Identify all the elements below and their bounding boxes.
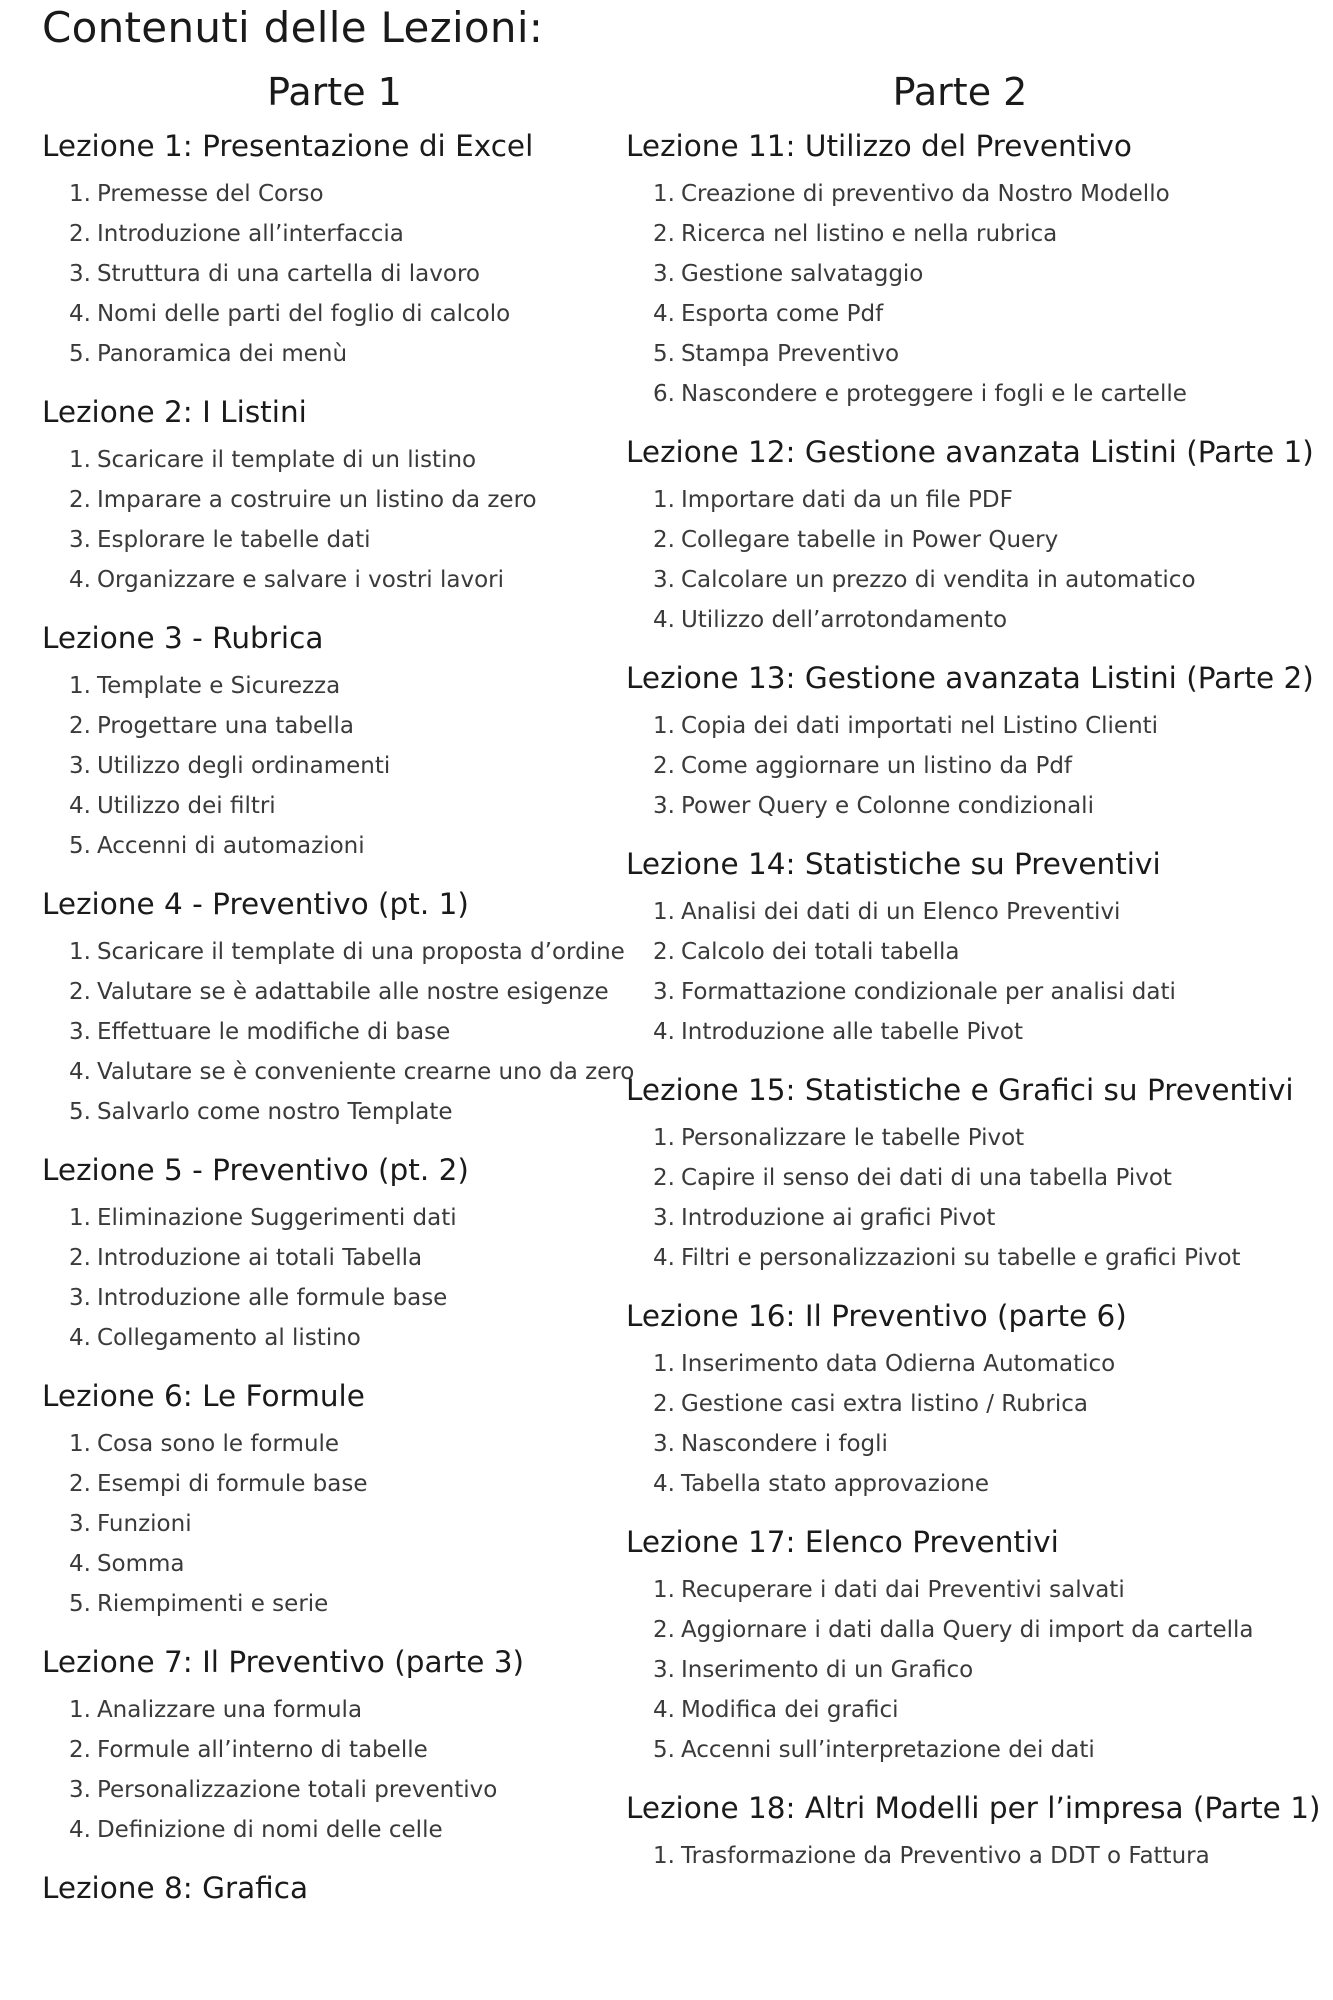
- list-item: [626, 892, 1306, 932]
- list-item-number: 5.: [69, 1099, 91, 1125]
- list-item-number: 3.: [69, 527, 91, 553]
- lesson-section: [42, 1376, 627, 1624]
- lesson-title: Lezione 6: Le Formule: [42, 1379, 365, 1413]
- list-item-number: 2.: [69, 1471, 91, 1497]
- list-item: [42, 214, 627, 254]
- list-item-number: 2.: [69, 713, 91, 739]
- list-item-text: Nascondere e proteggere i fogli e le cartelle: [680, 381, 1187, 407]
- list-item: [626, 1424, 1306, 1464]
- list-item-number: 1.: [653, 713, 675, 739]
- list-item-text: Tabella stato approvazione: [680, 1471, 990, 1497]
- list-item-number: 2.: [653, 1165, 675, 1191]
- list-item-number: 3.: [69, 1777, 91, 1803]
- list-item: [626, 480, 1306, 520]
- list-item: [42, 1544, 627, 1584]
- list-item-text: Formule all’interno di tabelle: [96, 1737, 428, 1763]
- list-item: [626, 214, 1306, 254]
- list-item-number: 2.: [653, 1617, 675, 1643]
- list-item: [42, 334, 627, 374]
- list-item-number: 1.: [653, 1125, 675, 1151]
- list-item-number: 4.: [69, 567, 91, 593]
- list-item-text: Power Query e Colonne condizionali: [680, 793, 1094, 819]
- list-item: [626, 1690, 1306, 1730]
- list-item: [626, 1464, 1306, 1504]
- lesson-topics: [626, 706, 1306, 826]
- lesson-topics: [626, 1836, 1306, 1876]
- list-item-text: Riempimenti e serie: [96, 1591, 329, 1617]
- list-item-text: Analisi dei dati di un Elenco Preventivi: [680, 899, 1121, 925]
- list-item-number: 3.: [69, 261, 91, 287]
- list-item: [42, 1424, 627, 1464]
- list-item: [42, 1318, 627, 1358]
- list-item-text: Calcolo dei totali tabella: [680, 939, 960, 965]
- lesson-topics: [42, 666, 627, 866]
- list-item: [626, 1158, 1306, 1198]
- list-item-text: Organizzare e salvare i vostri lavori: [96, 567, 505, 593]
- list-item: [626, 1344, 1306, 1384]
- list-item-text: Personalizzare le tabelle Pivot: [680, 1125, 1025, 1151]
- list-item-text: Trasformazione da Preventivo a DDT o Fattura: [680, 1843, 1210, 1869]
- column-parte-2: [626, 68, 1321, 1894]
- list-item: [42, 746, 627, 786]
- list-item: [626, 1384, 1306, 1424]
- list-item: [626, 174, 1306, 214]
- list-item: [626, 560, 1306, 600]
- list-item-number: 1.: [69, 1205, 91, 1231]
- list-item-number: 2.: [653, 939, 675, 965]
- list-item: [626, 1012, 1306, 1052]
- list-item-number: 1.: [69, 181, 91, 207]
- lesson-topics: [42, 1424, 627, 1624]
- list-item: [626, 786, 1306, 826]
- lesson-topics: [42, 932, 635, 1132]
- list-item-text: Esporta come Pdf: [680, 301, 884, 327]
- list-item-number: 2.: [69, 221, 91, 247]
- list-item-text: Valutare se è conveniente crearne uno da zero: [96, 1059, 635, 1085]
- lesson-title: Lezione 14: Statistiche su Preventivi: [626, 847, 1161, 881]
- list-item-text: Ricerca nel listino e nella rubrica: [680, 221, 1058, 247]
- list-item-number: 5.: [653, 341, 675, 367]
- lesson-section: [626, 1296, 1306, 1504]
- lesson-section: [42, 618, 627, 866]
- list-item-number: 1.: [69, 673, 91, 699]
- lesson-section: [626, 1070, 1306, 1278]
- list-item-number: 2.: [653, 527, 675, 553]
- list-item-text: Inserimento di un Grafico: [680, 1657, 974, 1683]
- list-item: [626, 932, 1306, 972]
- list-item-text: Scaricare il template di una proposta d’ordine: [96, 939, 625, 965]
- lesson-section: [42, 1150, 627, 1358]
- list-item-text: Formattazione condizionale per analisi dati: [680, 979, 1176, 1005]
- list-item-text: Stampa Preventivo: [680, 341, 900, 367]
- list-item: [42, 1198, 627, 1238]
- lesson-section: [626, 1788, 1321, 1876]
- lesson-section: [626, 658, 1314, 826]
- page-title: Contenuti delle Lezioni:: [42, 3, 544, 52]
- list-item: [626, 1570, 1306, 1610]
- list-item: [626, 1650, 1306, 1690]
- list-item: [42, 932, 627, 972]
- list-item: [42, 1504, 627, 1544]
- list-item-number: 3.: [653, 979, 675, 1005]
- list-item-text: Somma: [96, 1551, 185, 1577]
- list-item-number: 2.: [69, 1737, 91, 1763]
- list-item: [626, 1118, 1306, 1158]
- lesson-topics: [42, 1198, 627, 1358]
- list-item-text: Scaricare il template di un listino: [96, 447, 477, 473]
- list-item-number: 1.: [69, 447, 91, 473]
- list-item-text: Esplorare le tabelle dati: [96, 527, 371, 553]
- list-item-number: 4.: [653, 1245, 675, 1271]
- list-item: [626, 1238, 1306, 1278]
- lesson-section: [626, 844, 1306, 1052]
- lesson-title: Lezione 4 - Preventivo (pt. 1): [42, 887, 469, 921]
- list-item: [626, 294, 1306, 334]
- list-item: [42, 254, 627, 294]
- list-item-text: Definizione di nomi delle celle: [96, 1817, 443, 1843]
- list-item-number: 1.: [653, 1843, 675, 1869]
- list-item-number: 4.: [69, 793, 91, 819]
- list-item-text: Analizzare una formula: [96, 1697, 363, 1723]
- lesson-section: [626, 1522, 1306, 1770]
- list-item-text: Effettuare le modifiche di base: [96, 1019, 451, 1045]
- list-item-number: 2.: [69, 979, 91, 1005]
- list-item-number: 2.: [653, 753, 675, 779]
- list-item-number: 4.: [653, 1019, 675, 1045]
- list-item: [42, 1278, 627, 1318]
- list-item-number: 4.: [69, 1325, 91, 1351]
- list-item-text: Introduzione alle tabelle Pivot: [680, 1019, 1023, 1045]
- list-item-text: Struttura di una cartella di lavoro: [96, 261, 480, 287]
- list-item: [42, 1730, 627, 1770]
- list-item-number: 3.: [653, 567, 675, 593]
- list-item: [626, 1730, 1306, 1770]
- list-item-text: Utilizzo dei filtri: [96, 793, 276, 819]
- lesson-title: Lezione 17: Elenco Preventivi: [626, 1525, 1059, 1559]
- list-item-number: 3.: [69, 1285, 91, 1311]
- list-item: [42, 1770, 627, 1810]
- lesson-list: [626, 126, 1321, 1876]
- lesson-topics: [626, 1570, 1306, 1770]
- column-parte-1: [42, 68, 635, 1916]
- list-item-text: Salvarlo come nostro Template: [96, 1099, 453, 1125]
- list-item-number: 3.: [653, 261, 675, 287]
- lesson-title: Lezione 5 - Preventivo (pt. 2): [42, 1153, 469, 1187]
- lesson-title: Lezione 15: Statistiche e Grafici su Preventivi: [626, 1073, 1294, 1107]
- list-item: [42, 1690, 627, 1730]
- list-item-text: Filtri e personalizzazioni su tabelle e grafici Pivot: [680, 1245, 1241, 1271]
- list-item: [42, 666, 627, 706]
- list-item: [42, 520, 627, 560]
- list-item-number: 3.: [653, 1205, 675, 1231]
- list-item-number: 2.: [69, 1245, 91, 1271]
- list-item-number: 1.: [653, 1577, 675, 1603]
- list-item: [42, 1052, 635, 1092]
- list-item-number: 4.: [69, 301, 91, 327]
- list-item-number: 5.: [69, 833, 91, 859]
- list-item-text: Collegare tabelle in Power Query: [680, 527, 1059, 553]
- list-item-text: Nascondere i fogli: [680, 1431, 888, 1457]
- list-item-text: Come aggiornare un listino da Pdf: [680, 753, 1073, 779]
- list-item-number: 3.: [69, 1511, 91, 1537]
- list-item: [42, 440, 627, 480]
- lesson-title: Lezione 13: Gestione avanzata Listini (Parte 2): [626, 661, 1314, 695]
- list-item: [42, 1810, 627, 1850]
- list-item-number: 2.: [653, 1391, 675, 1417]
- list-item-text: Eliminazione Suggerimenti dati: [96, 1205, 457, 1231]
- list-item-number: 3.: [69, 1019, 91, 1045]
- list-item-number: 4.: [653, 1697, 675, 1723]
- list-item-text: Importare dati da un file PDF: [680, 487, 1013, 513]
- list-item-number: 4.: [69, 1817, 91, 1843]
- list-item-number: 1.: [69, 1697, 91, 1723]
- list-item-text: Creazione di preventivo da Nostro Modello: [680, 181, 1170, 207]
- list-item-text: Panoramica dei menù: [96, 341, 348, 367]
- list-item-text: Premesse del Corso: [96, 181, 324, 207]
- lesson-section: [42, 1868, 627, 1908]
- lesson-section: [42, 884, 635, 1132]
- lesson-title: Lezione 16: Il Preventivo (parte 6): [626, 1299, 1127, 1333]
- list-item-text: Utilizzo degli ordinamenti: [96, 753, 391, 779]
- list-item-text: Utilizzo dell’arrotondamento: [680, 607, 1008, 633]
- list-item-number: 3.: [69, 753, 91, 779]
- list-item-text: Collegamento al listino: [96, 1325, 361, 1351]
- list-item-text: Accenni di automazioni: [96, 833, 365, 859]
- list-item-text: Introduzione ai grafici Pivot: [680, 1205, 996, 1231]
- list-item-number: 3.: [653, 793, 675, 819]
- list-item-text: Gestione casi extra listino / Rubrica: [680, 1391, 1088, 1417]
- list-item: [626, 1836, 1306, 1876]
- list-item-number: 4.: [69, 1551, 91, 1577]
- lesson-topics: [42, 440, 627, 600]
- list-item-text: Inserimento data Odierna Automatico: [680, 1351, 1116, 1377]
- list-item: [42, 1238, 627, 1278]
- lesson-title: Lezione 11: Utilizzo del Preventivo: [626, 129, 1132, 163]
- list-item-number: 6.: [653, 381, 675, 407]
- list-item: [42, 294, 627, 334]
- lesson-topics: [626, 480, 1306, 640]
- list-item: [626, 972, 1306, 1012]
- list-item-text: Modifica dei grafici: [680, 1697, 899, 1723]
- list-item-number: 2.: [69, 487, 91, 513]
- list-item-number: 4.: [653, 1471, 675, 1497]
- list-item-text: Nomi delle parti del foglio di calcolo: [96, 301, 511, 327]
- list-item-number: 4.: [653, 607, 675, 633]
- list-item-text: Cosa sono le formule: [96, 1431, 340, 1457]
- list-item: [626, 746, 1306, 786]
- list-item: [42, 480, 627, 520]
- list-item-text: Recuperare i dati dai Preventivi salvati: [680, 1577, 1125, 1603]
- list-item: [42, 826, 627, 866]
- list-item-text: Introduzione ai totali Tabella: [96, 1245, 423, 1271]
- list-item-number: 1.: [653, 1351, 675, 1377]
- list-item-text: Aggiornare i dati dalla Query di import da cartella: [680, 1617, 1254, 1643]
- list-item: [42, 786, 627, 826]
- list-item-number: 4.: [653, 301, 675, 327]
- lesson-title: Lezione 2: I Listini: [42, 395, 307, 429]
- lesson-section: [42, 392, 627, 600]
- list-item-number: 3.: [653, 1657, 675, 1683]
- lesson-title: Lezione 18: Altri Modelli per l’impresa (Parte 1): [626, 1791, 1321, 1825]
- list-item: [626, 374, 1306, 414]
- lesson-topics: [42, 174, 627, 374]
- list-item-number: 5.: [69, 341, 91, 367]
- list-item-number: 3.: [653, 1431, 675, 1457]
- lesson-section: [42, 1642, 627, 1850]
- lesson-section: [42, 126, 627, 374]
- list-item-text: Accenni sull’interpretazione dei dati: [680, 1737, 1095, 1763]
- list-item-text: Personalizzazione totali preventivo: [96, 1777, 498, 1803]
- list-item-number: 1.: [653, 487, 675, 513]
- list-item: [626, 1610, 1306, 1650]
- list-item-text: Progettare una tabella: [96, 713, 355, 739]
- list-item-text: Funzioni: [96, 1511, 192, 1537]
- list-item: [626, 520, 1306, 560]
- lesson-title: Lezione 8: Grafica: [42, 1871, 309, 1905]
- list-item: [42, 560, 627, 600]
- list-item-text: Introduzione all’interfaccia: [96, 221, 404, 247]
- list-item: [626, 706, 1306, 746]
- lesson-section: [626, 432, 1314, 640]
- list-item-number: 4.: [69, 1059, 91, 1085]
- list-item-text: Calcolare un prezzo di vendita in automatico: [680, 567, 1196, 593]
- list-item: [42, 1584, 627, 1624]
- list-item: [626, 334, 1306, 374]
- lesson-title: Lezione 12: Gestione avanzata Listini (Parte 1): [626, 435, 1314, 469]
- lesson-title: Lezione 1: Presentazione di Excel: [42, 129, 534, 163]
- list-item-number: 5.: [69, 1591, 91, 1617]
- list-item-text: Introduzione alle formule base: [96, 1285, 448, 1311]
- lesson-topics: [626, 174, 1306, 414]
- lesson-topics: [626, 1118, 1306, 1278]
- list-item: [626, 254, 1306, 294]
- lesson-topics: [626, 892, 1306, 1052]
- list-item: [42, 1464, 627, 1504]
- list-item: [42, 1092, 627, 1132]
- lesson-topics: [626, 1344, 1306, 1504]
- list-item: [42, 706, 627, 746]
- lesson-topics: [42, 1690, 627, 1850]
- list-item-text: Imparare a costruire un listino da zero: [96, 487, 537, 513]
- list-item-number: 1.: [653, 899, 675, 925]
- list-item: [42, 1012, 627, 1052]
- list-item-text: Capire il senso dei dati di una tabella Pivot: [680, 1165, 1172, 1191]
- list-item-number: 5.: [653, 1737, 675, 1763]
- list-item-text: Gestione salvataggio: [680, 261, 924, 287]
- list-item: [42, 174, 627, 214]
- list-item-number: 2.: [653, 221, 675, 247]
- lesson-title: Lezione 3 - Rubrica: [42, 621, 324, 655]
- lesson-list: [42, 126, 635, 1908]
- part-heading: Parte 1: [267, 70, 402, 114]
- list-item: [42, 972, 627, 1012]
- list-item-text: Valutare se è adattabile alle nostre esigenze: [96, 979, 609, 1005]
- list-item-number: 1.: [69, 939, 91, 965]
- list-item-number: 1.: [653, 181, 675, 207]
- list-item-text: Template e Sicurezza: [96, 673, 341, 699]
- list-item-text: Esempi di formule base: [96, 1471, 368, 1497]
- part-heading: Parte 2: [892, 70, 1028, 114]
- list-item-number: 1.: [69, 1431, 91, 1457]
- list-item: [626, 1198, 1306, 1238]
- lesson-section: [626, 126, 1306, 414]
- lesson-title: Lezione 7: Il Preventivo (parte 3): [42, 1645, 525, 1679]
- list-item-text: Copia dei dati importati nel Listino Clienti: [680, 713, 1159, 739]
- list-item: [626, 600, 1306, 640]
